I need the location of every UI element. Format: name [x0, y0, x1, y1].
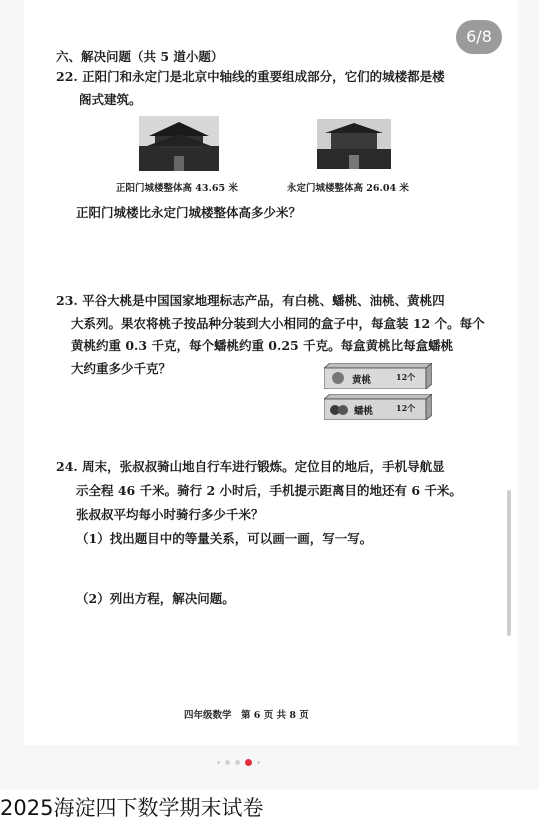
- carousel-dot[interactable]: [217, 761, 220, 764]
- section-title: 六、解决问题（共 5 道小题）: [56, 49, 224, 64]
- carousel-dot[interactable]: [257, 761, 260, 764]
- carousel-dot[interactable]: [225, 760, 230, 765]
- zhengyangmen-photo: [139, 116, 219, 171]
- question-24-line-3: 张叔叔平均每小时骑行多少千米？: [76, 507, 264, 522]
- caption-zhengyangmen: 正阳门城楼整体高 43.65 米: [116, 183, 238, 194]
- question-24-sub-1: （1）找出题目中的等量关系，可以画一画，写一写。: [76, 531, 373, 546]
- question-24-line-1: 24. 周末，张叔叔骑山地自行车进行锻炼。定位目的地后，手机导航显: [56, 459, 445, 474]
- caption-yongdingmen: 永定门城楼整体高 26.04 米: [287, 183, 409, 194]
- box-label-name: 黄桃: [352, 375, 372, 386]
- carousel-dot-active[interactable]: [245, 759, 252, 766]
- carousel-dots[interactable]: [217, 759, 260, 766]
- question-22-line-1: 22. 正阳门和永定门是北京中轴线的重要组成部分，它们的城楼都是楼: [56, 69, 445, 84]
- box-label-count: 12个: [396, 372, 416, 382]
- peach-icon: [332, 372, 344, 384]
- box-label-name: 蟠桃: [354, 406, 374, 417]
- question-24-line-2: 示全程 46 千米。骑行 2 小时后，手机提示距离目的地还有 6 千米。: [76, 483, 462, 498]
- question-23-line-2: 大系列。果农将桃子按品种分装到大小相同的盒子中，每盒装 12 个。每个: [71, 316, 485, 331]
- scrollbar[interactable]: [507, 490, 511, 636]
- yongdingmen-photo: [317, 119, 391, 169]
- question-23-line-3: 黄桃约重 0.3 千克，每个蟠桃约重 0.25 千克。每盒黄桃比每盒蟠桃: [71, 338, 454, 353]
- box-label-count: 12个: [396, 403, 416, 413]
- page-footer: 四年级数学 第 6 页 共 8 页: [184, 710, 309, 721]
- page-indicator-badge: 6/8: [456, 20, 502, 54]
- peach-box-huangtao: [324, 363, 432, 389]
- question-23-line-4: 大约重多少千克？: [71, 361, 172, 376]
- question-22-ask: 正阳门城楼比永定门城楼整体高多少米？: [76, 205, 302, 220]
- document-title: 2025海淀四下数学期末试卷: [0, 796, 264, 820]
- peach-box-pantao: [324, 394, 432, 420]
- carousel-dot[interactable]: [235, 760, 240, 765]
- question-24-sub-2: （2）列出方程，解决问题。: [76, 591, 235, 606]
- question-23-line-1: 23. 平谷大桃是中国国家地理标志产品，有白桃、蟠桃、油桃、黄桃四: [56, 293, 445, 308]
- question-22-line-2: 阁式建筑。: [79, 92, 142, 107]
